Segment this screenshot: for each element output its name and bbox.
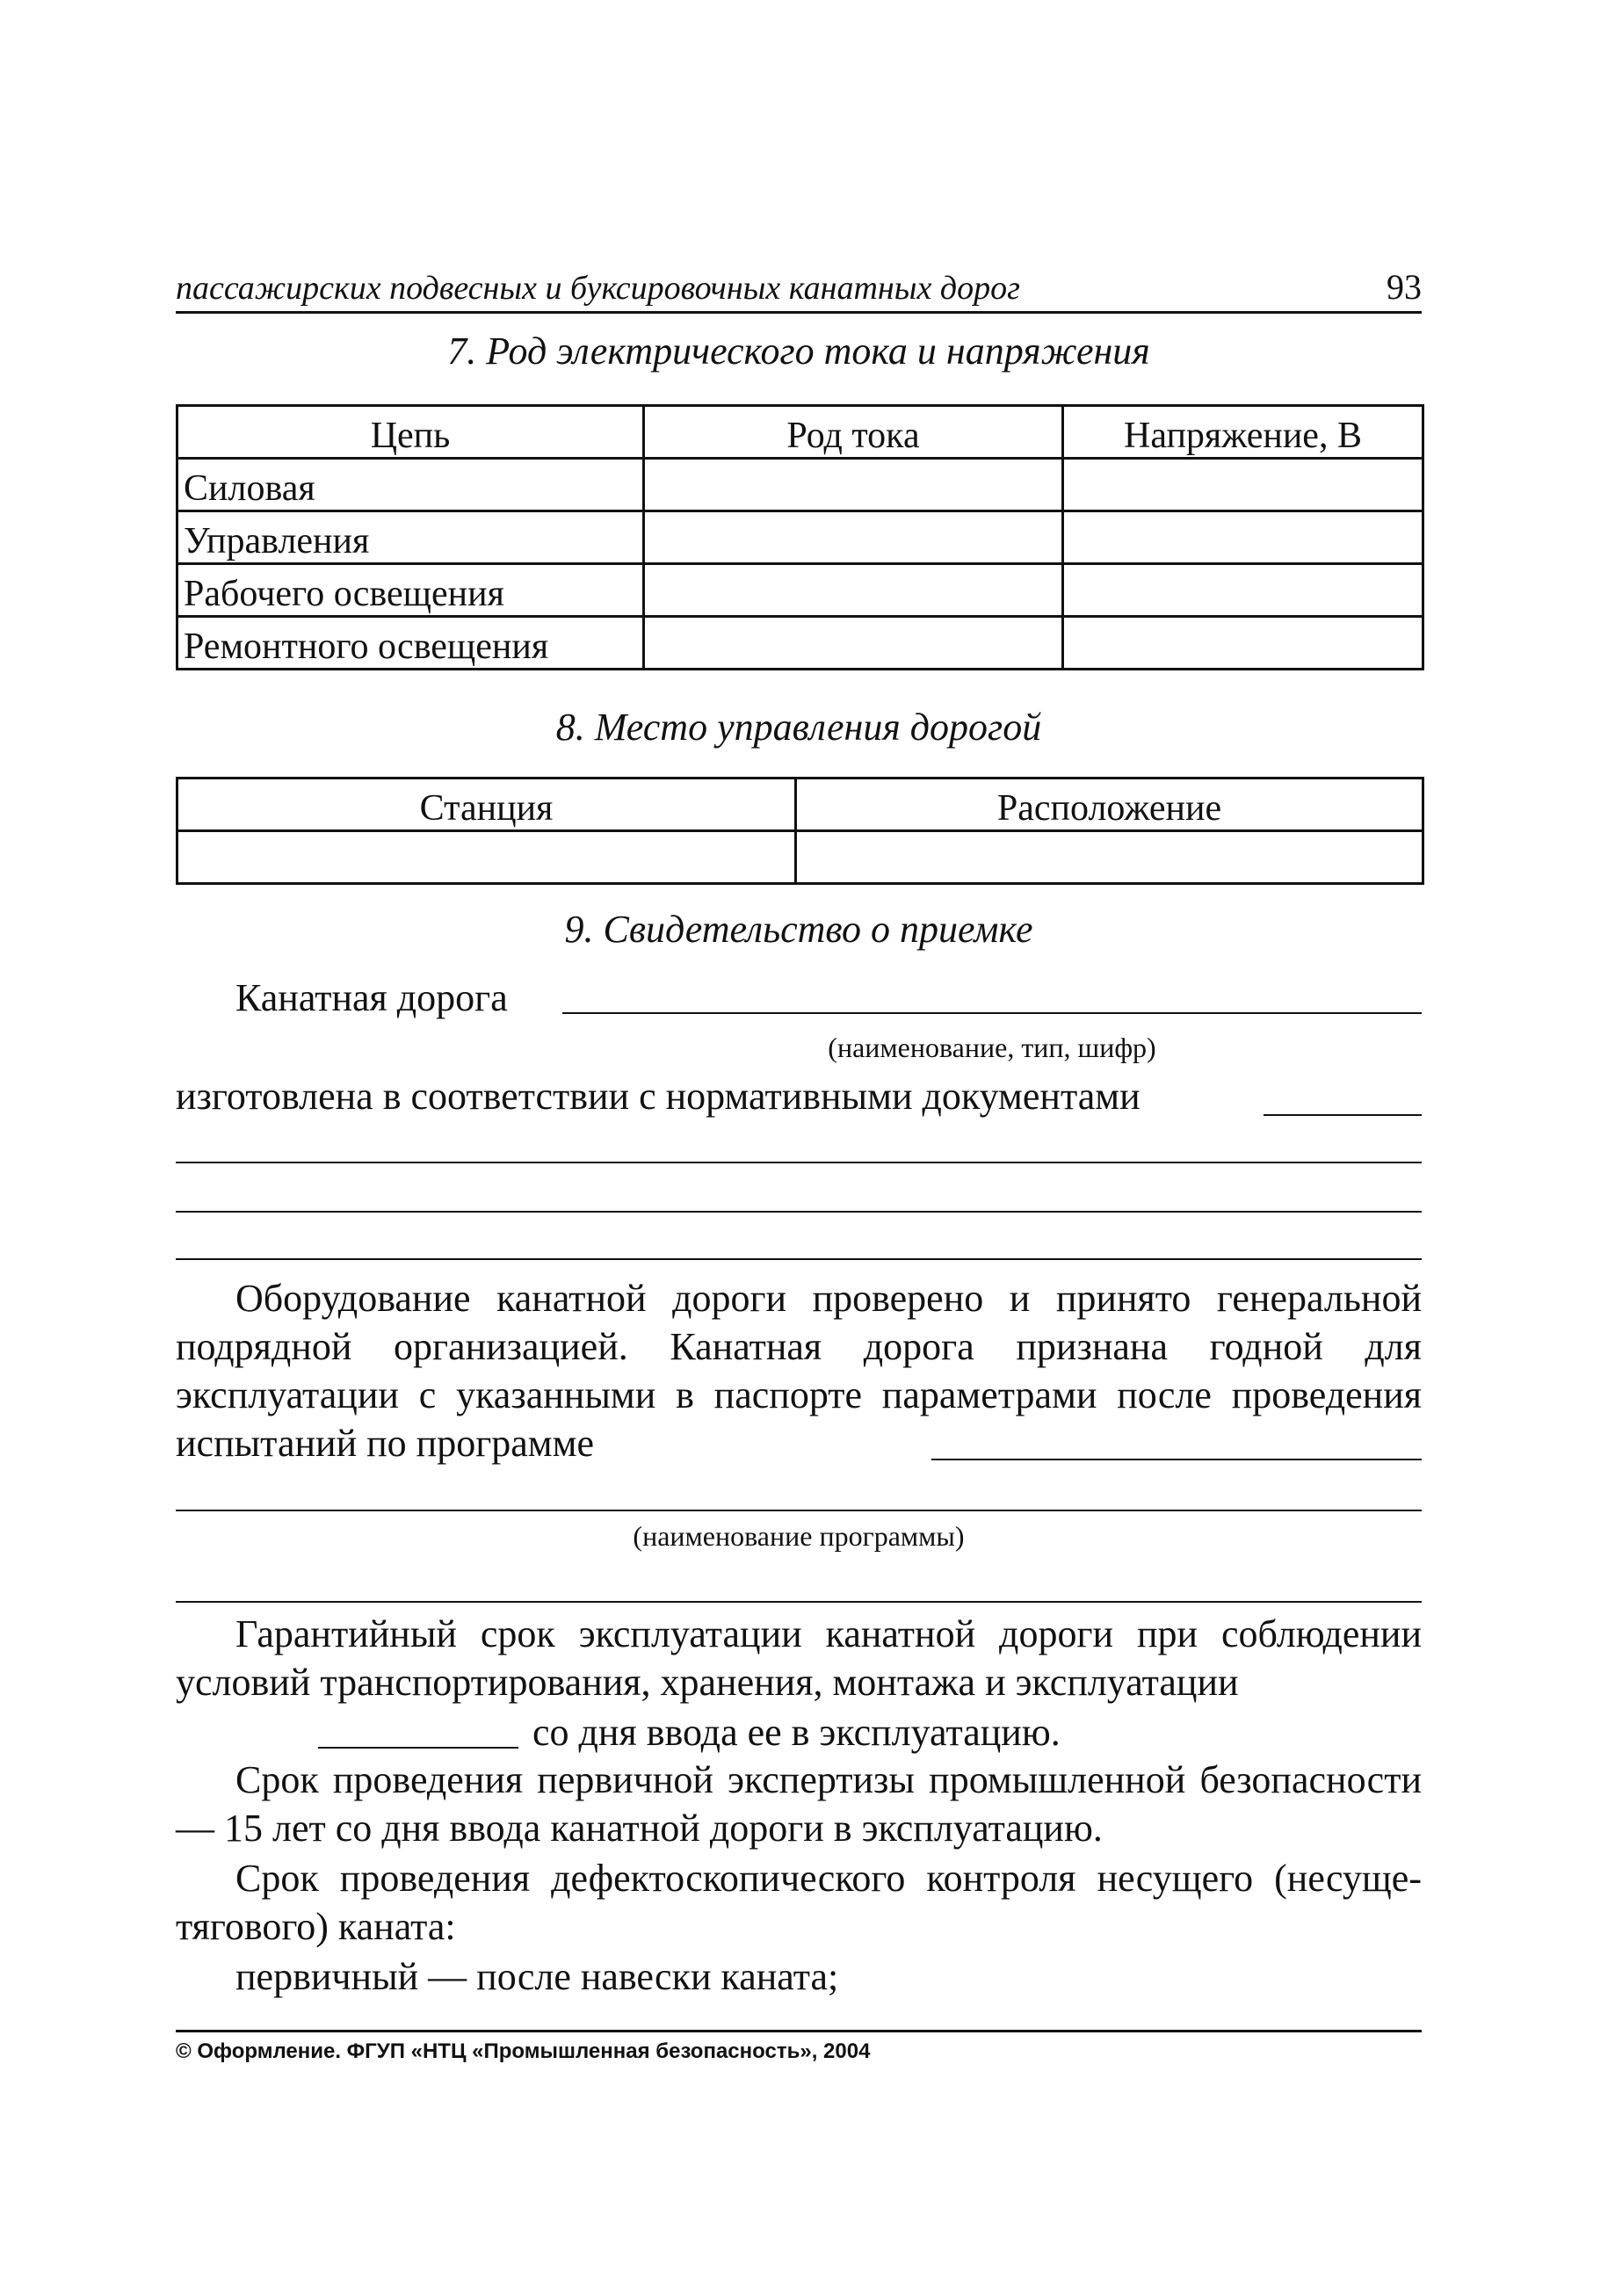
program-caption: (наименование программы) [633,1520,965,1552]
voltage-cell[interactable] [1063,459,1423,511]
warranty-paragraph: Гарантийный срок эксплуатации канатной дороги при соблюдении условий транспортирования, хранения, монтажа и эксплуатации [176,1612,1422,1704]
column-header-circuit: Цепь [177,406,644,459]
current-type-cell[interactable] [644,459,1063,511]
copyright-footer: © Оформление. ФГУП «НТЦ «Промышленная безопасность», 2004 [176,2030,1422,2064]
table-row [177,831,1423,884]
section-8-heading: 8. Место управления дорогой [555,706,1042,749]
primary-control-text: первичный — после навески каната; [235,1955,839,1998]
running-header-title: пассажирских подвесных и буксировочных канатных дорог [176,270,1020,307]
equipment-paragraph: Оборудование канатной дороги проверено и принято генеральной подрядной организацией. Канатная дорога признана годной для эксплуатации с указанными в паспорте параметрами после проведения испытаний по программе [176,1277,1422,1465]
program-name-line[interactable] [176,1510,1422,1511]
ropeway-name-blank[interactable] [562,1012,1422,1014]
current-type-cell[interactable] [644,617,1063,670]
table-row [177,459,1423,511]
defect-control-paragraph: Срок проведения дефектоскопического контроля несущего (несуще-тягового) каната: [176,1857,1422,1948]
section-7-heading: 7. Род электрического тока и напряжения [447,330,1150,373]
blank-line[interactable] [176,1258,1422,1260]
ropeway-label: Канатная дорога [235,976,508,1019]
blank-line[interactable] [176,1601,1422,1603]
page-number: 93 [1387,267,1422,307]
current-voltage-table [176,404,1424,670]
voltage-cell[interactable] [1063,511,1423,564]
normative-documents-blank[interactable] [1264,1114,1422,1116]
circuit-cell: Рабочего освещения [177,564,644,617]
control-location-table [176,777,1424,885]
station-cell[interactable] [177,831,796,884]
current-type-cell[interactable] [644,564,1063,617]
table-row [177,564,1423,617]
expertise-paragraph: Срок проведения первичной экспертизы промышленной безопасности — 15 лет со дня ввода канатной дороги в эксплуатацию. [176,1758,1422,1850]
warranty-period-blank[interactable] [318,1747,518,1749]
current-type-cell[interactable] [644,511,1063,564]
table-row [177,511,1423,564]
column-header-station: Станция [177,779,796,831]
table-row [177,617,1423,670]
circuit-cell: Управления [177,511,644,564]
circuit-cell: Ремонтного освещения [177,617,644,670]
column-header-voltage: Напряжение, В [1063,406,1423,459]
column-header-current-type: Род тока [644,406,1063,459]
blank-line[interactable] [176,1211,1422,1213]
warranty-paragraph-end: со дня ввода ее в эксплуатацию. [532,1711,1061,1754]
running-header [176,262,1422,314]
column-header-location: Расположение [796,779,1423,831]
circuit-cell: Силовая [177,459,644,511]
manufactured-text: изготовлена в соответствии с нормативными документами [176,1075,1140,1118]
program-blank[interactable] [931,1459,1422,1460]
blank-line[interactable] [176,1162,1422,1163]
ropeway-caption: (наименование, тип, шифр) [828,1032,1156,1063]
location-cell[interactable] [796,831,1423,884]
voltage-cell[interactable] [1063,564,1423,617]
table-header-row [177,406,1423,459]
table-header-row [177,779,1423,831]
section-9-heading: 9. Свидетельство о приемке [564,908,1033,951]
ropeway-field-row [235,974,1422,1023]
voltage-cell[interactable] [1063,617,1423,670]
